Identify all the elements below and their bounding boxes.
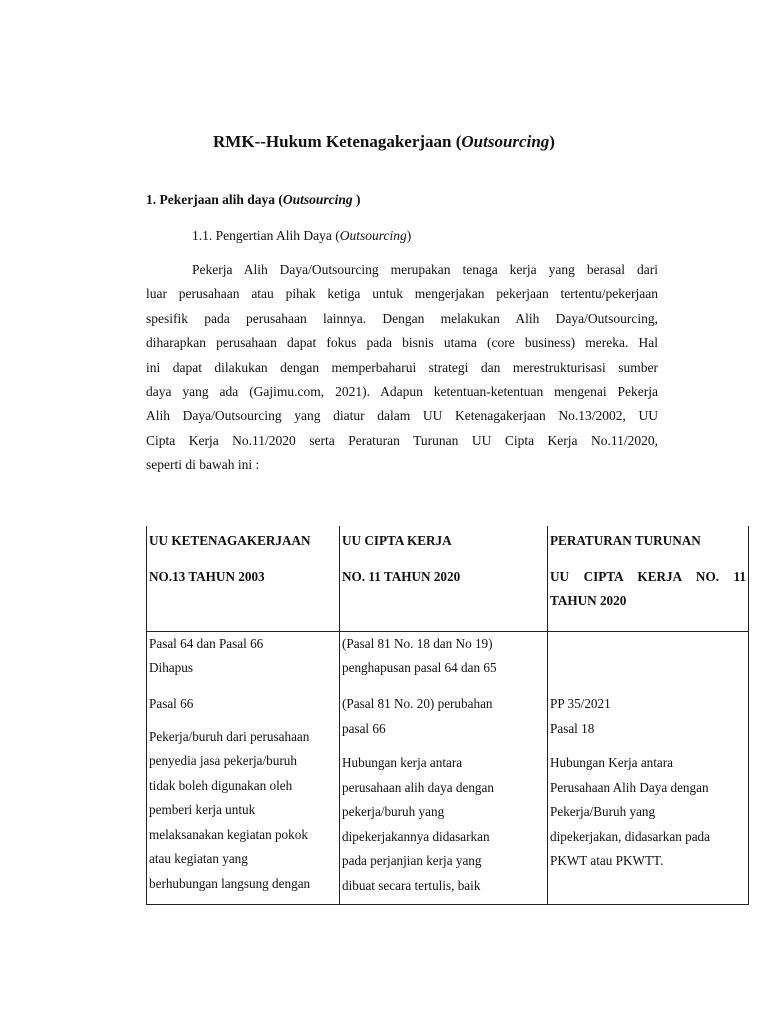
table-header-row <box>147 526 749 632</box>
header-text: PERATURAN TURUNAN <box>550 533 701 548</box>
title-text: RMK--Hukum Ketenagakerjaan ( <box>213 132 462 151</box>
table-header-cell <box>548 526 749 632</box>
cell-text: Pasal 64 dan Pasal 66 <box>149 636 264 651</box>
paragraph-line: Alih Daya/Outsourcing yang diatur dalam UU Ketenagakerjaan No.13/2002, UU <box>146 408 658 424</box>
table-cell <box>340 632 548 685</box>
paragraph-line: daya yang ada (Gajimu.com, 2021). Adapun ketentuan-ketentuan mengenai Pekerja <box>146 384 658 400</box>
cell-text: pasal 66 <box>342 720 386 736</box>
cell-text: pada perjanjian kerja yang <box>342 853 482 868</box>
cell-text: Dihapus <box>149 660 193 675</box>
section-heading-italic: Outsourcing <box>282 192 353 207</box>
cell-text: penyedia jasa pekerja/buruh <box>149 753 297 768</box>
title-italic: Outsourcing <box>461 132 550 151</box>
table-cell <box>147 684 340 905</box>
cell-text: melaksanakan kegiatan pokok <box>149 826 308 842</box>
cell-text: dipekerjakan, didasarkan pada <box>550 828 711 844</box>
cell-text: pekerja/buruh yang <box>342 804 445 819</box>
document-title <box>0 130 768 154</box>
cell-text: pemberi kerja untuk <box>149 802 256 817</box>
table-row <box>147 684 749 905</box>
regulation-comparison-table <box>146 526 749 905</box>
table-cell <box>147 632 340 685</box>
cell-text: dibuat secara tertulis, baik <box>342 877 481 893</box>
header-text: NO. 11 TAHUN 2020 <box>342 569 461 584</box>
paragraph-line: luar perusahaan atau pihak ketiga untuk mengerjakan pekerjaan tertentu/pekerjaan <box>146 286 658 302</box>
cell-text: Pasal 66 <box>149 696 194 711</box>
section-heading <box>146 190 361 210</box>
table-header-cell <box>147 526 340 632</box>
header-text: UU CIPTA KERJA <box>342 533 452 548</box>
table-cell <box>340 684 548 905</box>
cell-text: PKWT atau PKWTT. <box>550 853 664 868</box>
subsection-heading <box>192 226 411 246</box>
cell-text: Hubungan kerja antara <box>342 755 463 770</box>
header-text: TAHUN 2020 <box>550 593 627 608</box>
header-text: UU CIPTA KERJA NO. 11 <box>550 569 746 584</box>
header-text: NO.13 TAHUN 2003 <box>149 569 265 584</box>
paragraph-line: Cipta Kerja No.11/2020 serta Peraturan Turunan UU Cipta Kerja No.11/2020, <box>146 432 658 448</box>
section-heading-suffix: ) <box>352 192 361 207</box>
body-paragraph <box>146 258 658 478</box>
subsection-heading-suffix: ) <box>406 228 412 243</box>
paragraph-line: diharapkan perusahaan dapat fokus pada bisnis utama (core business) mereka. Hal <box>146 335 658 351</box>
cell-text: Pasal 18 <box>550 720 595 736</box>
cell-text: Pekerja/Buruh yang <box>550 804 656 819</box>
header-text: UU KETENAGAKERJAAN <box>149 533 311 548</box>
subsection-heading-italic: Outsourcing <box>339 228 407 243</box>
table-row <box>147 632 749 685</box>
paragraph-line: ini dapat dilakukan dengan memperbaharui strategi dan merestrukturisasi sumber <box>146 359 658 375</box>
cell-text: PP 35/2021 <box>550 696 611 711</box>
paragraph-line: spesifik pada perusahaan lainnya. Dengan melakukan Alih Daya/Outsourcing, <box>146 310 658 326</box>
table-cell <box>548 632 749 685</box>
cell-text: atau kegiatan yang <box>149 851 248 866</box>
cell-text: Hubungan Kerja antara <box>550 755 674 770</box>
cell-text: penghapusan pasal 64 dan 65 <box>342 660 497 675</box>
cell-text: berhubungan langsung dengan <box>149 875 311 891</box>
paragraph-line: Pekerja Alih Daya/Outsourcing merupakan tenaga kerja yang berasal dari <box>192 262 658 277</box>
section-heading-text: 1. Pekerjaan alih daya ( <box>146 192 283 207</box>
paragraph-line: seperti di bawah ini : <box>146 457 260 473</box>
table-header-cell <box>340 526 548 632</box>
cell-text: Pekerja/buruh dari perusahaan <box>149 728 310 744</box>
cell-text: dipekerjakannya didasarkan <box>342 828 490 844</box>
cell-text: tidak boleh digunakan oleh <box>149 777 293 793</box>
cell-text: (Pasal 81 No. 18 dan No 19) <box>342 636 493 651</box>
subsection-heading-text: 1.1. Pengertian Alih Daya ( <box>192 228 340 243</box>
cell-text: (Pasal 81 No. 20) perubahan <box>342 696 493 711</box>
cell-text: Perusahaan Alih Daya dengan <box>550 779 709 795</box>
title-suffix: ) <box>549 132 555 151</box>
cell-text: perusahaan alih daya dengan <box>342 779 494 795</box>
table-cell <box>548 684 749 905</box>
